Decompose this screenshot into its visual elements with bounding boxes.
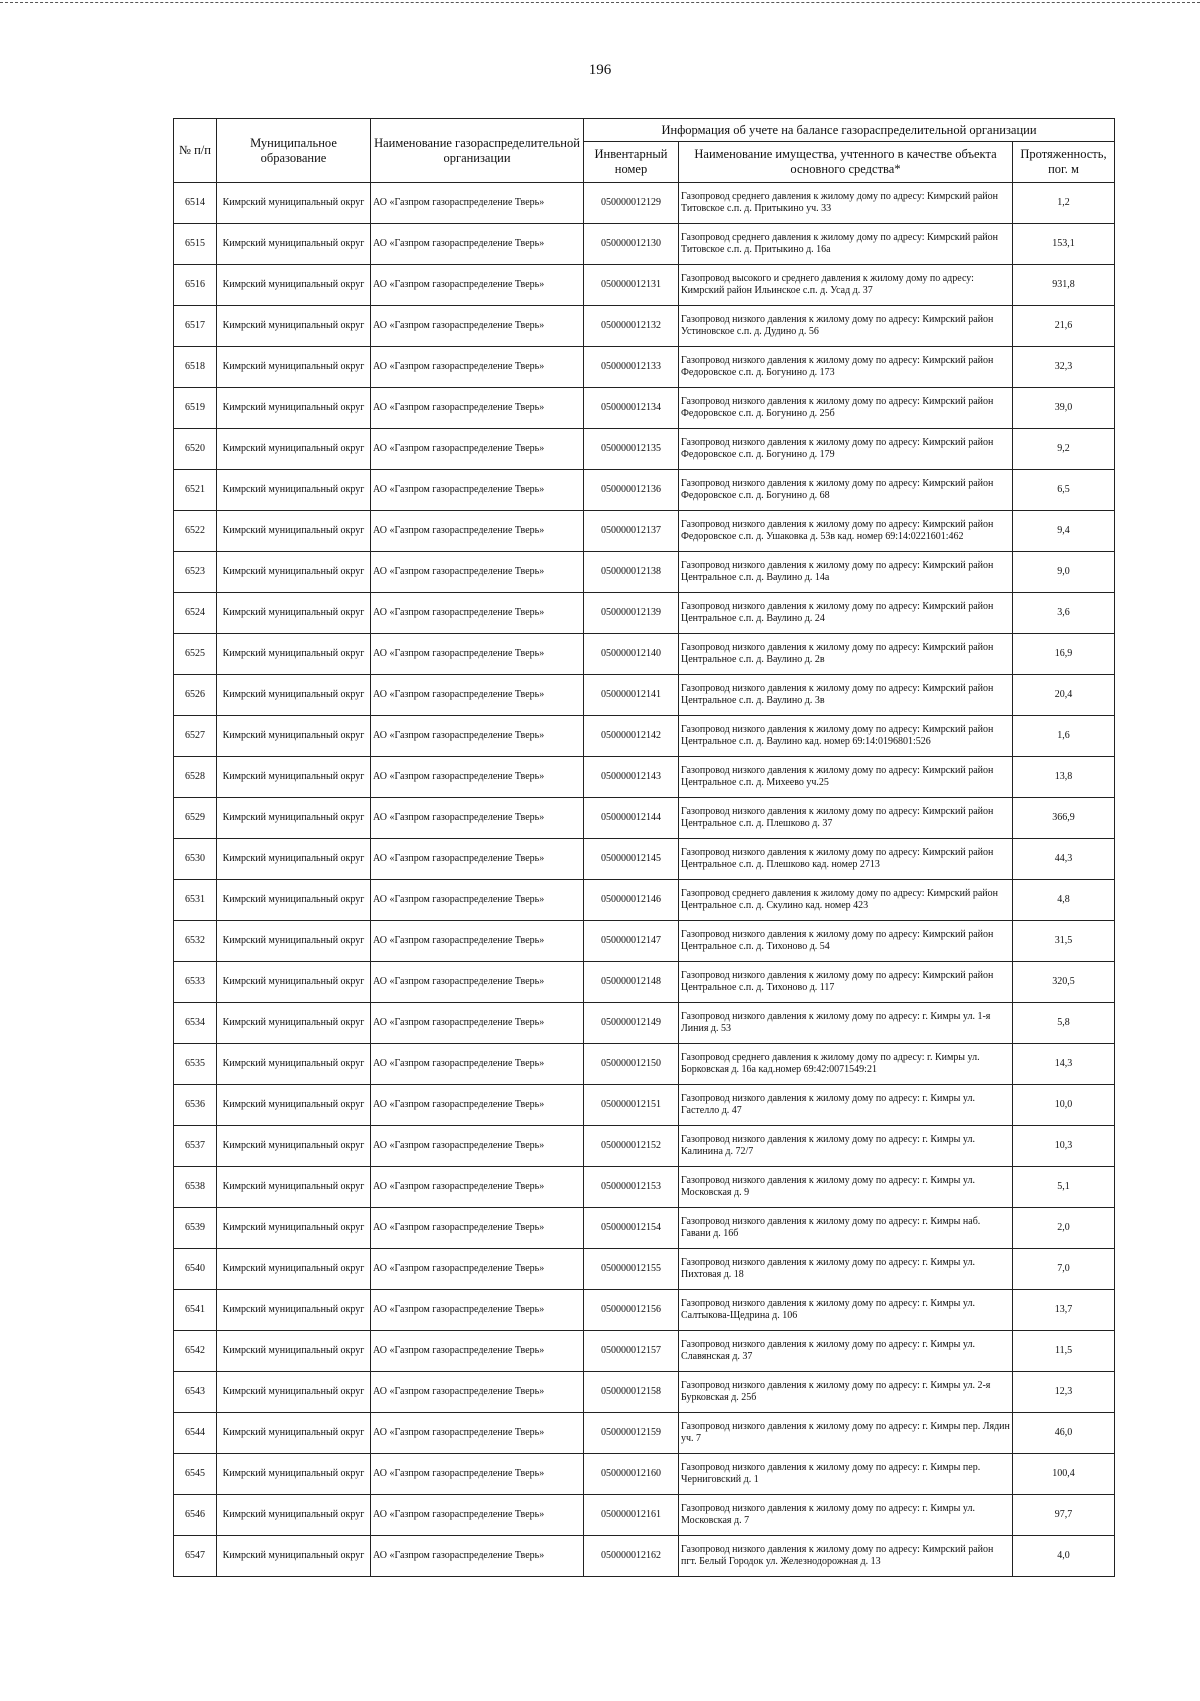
organization-cell: АО «Газпром газораспределение Тверь» xyxy=(371,1454,584,1495)
length-cell: 9,2 xyxy=(1013,429,1115,470)
municipality-cell: Кимрский муниципальный округ xyxy=(217,593,371,634)
row-number: 6545 xyxy=(174,1454,217,1495)
inventory-number-cell: 050000012158 xyxy=(584,1372,679,1413)
table-row xyxy=(174,183,1115,224)
organization-cell: АО «Газпром газораспределение Тверь» xyxy=(371,1413,584,1454)
length-cell: 1,6 xyxy=(1013,716,1115,757)
table-row xyxy=(174,593,1115,634)
inventory-number-cell: 050000012132 xyxy=(584,306,679,347)
municipality-cell: Кимрский муниципальный округ xyxy=(217,1290,371,1331)
inventory-number-cell: 050000012138 xyxy=(584,552,679,593)
organization-cell: АО «Газпром газораспределение Тверь» xyxy=(371,962,584,1003)
row-number: 6534 xyxy=(174,1003,217,1044)
organization-cell: АО «Газпром газораспределение Тверь» xyxy=(371,1536,584,1577)
inventory-number-cell: 050000012136 xyxy=(584,470,679,511)
municipality-cell: Кимрский муниципальный округ xyxy=(217,347,371,388)
row-number: 6539 xyxy=(174,1208,217,1249)
municipality-cell: Кимрский муниципальный округ xyxy=(217,880,371,921)
length-cell: 4,8 xyxy=(1013,880,1115,921)
table-row xyxy=(174,306,1115,347)
asset-name-cell: Газопровод низкого давления к жилому дому по адресу: г. Кимры пер. Черниговский д. 1 xyxy=(679,1454,1013,1495)
inventory-number-cell: 050000012139 xyxy=(584,593,679,634)
organization-cell: АО «Газпром газораспределение Тверь» xyxy=(371,511,584,552)
organization-cell: АО «Газпром газораспределение Тверь» xyxy=(371,183,584,224)
table-row xyxy=(174,839,1115,880)
row-number: 6520 xyxy=(174,429,217,470)
organization-cell: АО «Газпром газораспределение Тверь» xyxy=(371,1208,584,1249)
table-row xyxy=(174,1003,1115,1044)
table-row xyxy=(174,388,1115,429)
asset-name-cell: Газопровод низкого давления к жилому дому по адресу: г. Кимры ул. Пихтовая д. 18 xyxy=(679,1249,1013,1290)
length-cell: 1,2 xyxy=(1013,183,1115,224)
table-row xyxy=(174,716,1115,757)
asset-name-cell: Газопровод низкого давления к жилому дому по адресу: Кимрский район Центральное с.п. д. Ваулино д. 14а xyxy=(679,552,1013,593)
organization-cell: АО «Газпром газораспределение Тверь» xyxy=(371,388,584,429)
asset-name-cell: Газопровод среднего давления к жилому дому по адресу: Кимрский район Титовское с.п. д. Притыкино д. 16а xyxy=(679,224,1013,265)
row-number: 6524 xyxy=(174,593,217,634)
header-no: № п/п xyxy=(174,119,217,183)
inventory-number-cell: 050000012159 xyxy=(584,1413,679,1454)
row-number: 6519 xyxy=(174,388,217,429)
row-number: 6544 xyxy=(174,1413,217,1454)
municipality-cell: Кимрский муниципальный округ xyxy=(217,1044,371,1085)
organization-cell: АО «Газпром газораспределение Тверь» xyxy=(371,1249,584,1290)
organization-cell: АО «Газпром газораспределение Тверь» xyxy=(371,757,584,798)
municipality-cell: Кимрский муниципальный округ xyxy=(217,183,371,224)
row-number: 6537 xyxy=(174,1126,217,1167)
inventory-number-cell: 050000012133 xyxy=(584,347,679,388)
header-length: Протяженность, пог. м xyxy=(1013,142,1115,183)
asset-name-cell: Газопровод низкого давления к жилому дому по адресу: Кимрский район пгт. Белый Городок ул. Железнодорожная д. 13 xyxy=(679,1536,1013,1577)
row-number: 6514 xyxy=(174,183,217,224)
organization-cell: АО «Газпром газораспределение Тверь» xyxy=(371,634,584,675)
header-organization: Наименование газораспределительной организации xyxy=(371,119,584,183)
row-number: 6536 xyxy=(174,1085,217,1126)
municipality-cell: Кимрский муниципальный округ xyxy=(217,716,371,757)
organization-cell: АО «Газпром газораспределение Тверь» xyxy=(371,1290,584,1331)
length-cell: 13,7 xyxy=(1013,1290,1115,1331)
table-row xyxy=(174,511,1115,552)
organization-cell: АО «Газпром газораспределение Тверь» xyxy=(371,839,584,880)
municipality-cell: Кимрский муниципальный округ xyxy=(217,675,371,716)
row-number: 6527 xyxy=(174,716,217,757)
organization-cell: АО «Газпром газораспределение Тверь» xyxy=(371,921,584,962)
inventory-number-cell: 050000012145 xyxy=(584,839,679,880)
row-number: 6522 xyxy=(174,511,217,552)
organization-cell: АО «Газпром газораспределение Тверь» xyxy=(371,552,584,593)
organization-cell: АО «Газпром газораспределение Тверь» xyxy=(371,1495,584,1536)
organization-cell: АО «Газпром газораспределение Тверь» xyxy=(371,880,584,921)
asset-name-cell: Газопровод низкого давления к жилому дому по адресу: Кимрский район Центральное с.п. д. Ваулино д. 24 xyxy=(679,593,1013,634)
asset-name-cell: Газопровод низкого давления к жилому дому по адресу: г. Кимры ул. Славянская д. 37 xyxy=(679,1331,1013,1372)
municipality-cell: Кимрский муниципальный округ xyxy=(217,429,371,470)
table-row xyxy=(174,1126,1115,1167)
organization-cell: АО «Газпром газораспределение Тверь» xyxy=(371,1331,584,1372)
inventory-number-cell: 050000012156 xyxy=(584,1290,679,1331)
table-row xyxy=(174,1167,1115,1208)
table-row xyxy=(174,634,1115,675)
organization-cell: АО «Газпром газораспределение Тверь» xyxy=(371,716,584,757)
length-cell: 12,3 xyxy=(1013,1372,1115,1413)
row-number: 6532 xyxy=(174,921,217,962)
organization-cell: АО «Газпром газораспределение Тверь» xyxy=(371,1372,584,1413)
row-number: 6542 xyxy=(174,1331,217,1372)
municipality-cell: Кимрский муниципальный округ xyxy=(217,511,371,552)
length-cell: 16,9 xyxy=(1013,634,1115,675)
inventory-number-cell: 050000012143 xyxy=(584,757,679,798)
row-number: 6538 xyxy=(174,1167,217,1208)
row-number: 6528 xyxy=(174,757,217,798)
length-cell: 97,7 xyxy=(1013,1495,1115,1536)
municipality-cell: Кимрский муниципальный округ xyxy=(217,470,371,511)
asset-name-cell: Газопровод низкого давления к жилому дому по адресу: г. Кимры ул. Салтыкова-Щедрина д. 106 xyxy=(679,1290,1013,1331)
row-number: 6535 xyxy=(174,1044,217,1085)
header-balance-group: Информация об учете на балансе газораспределительной организации xyxy=(584,119,1115,142)
row-number: 6540 xyxy=(174,1249,217,1290)
municipality-cell: Кимрский муниципальный округ xyxy=(217,1372,371,1413)
inventory-number-cell: 050000012144 xyxy=(584,798,679,839)
table-row xyxy=(174,1208,1115,1249)
inventory-number-cell: 050000012154 xyxy=(584,1208,679,1249)
municipality-cell: Кимрский муниципальный округ xyxy=(217,552,371,593)
header-municipality: Муниципальное образование xyxy=(217,119,371,183)
asset-name-cell: Газопровод низкого давления к жилому дому по адресу: г. Кимры ул. Гастелло д. 47 xyxy=(679,1085,1013,1126)
organization-cell: АО «Газпром газораспределение Тверь» xyxy=(371,470,584,511)
page-number: 196 xyxy=(588,62,612,78)
length-cell: 320,5 xyxy=(1013,962,1115,1003)
organization-cell: АО «Газпром газораспределение Тверь» xyxy=(371,593,584,634)
municipality-cell: Кимрский муниципальный округ xyxy=(217,1249,371,1290)
header-asset-name: Наименование имущества, учтенного в качестве объекта основного средства* xyxy=(679,142,1013,183)
length-cell: 9,0 xyxy=(1013,552,1115,593)
inventory-number-cell: 050000012135 xyxy=(584,429,679,470)
length-cell: 931,8 xyxy=(1013,265,1115,306)
row-number: 6546 xyxy=(174,1495,217,1536)
table-row xyxy=(174,224,1115,265)
inventory-number-cell: 050000012147 xyxy=(584,921,679,962)
row-number: 6525 xyxy=(174,634,217,675)
inventory-number-cell: 050000012148 xyxy=(584,962,679,1003)
municipality-cell: Кимрский муниципальный округ xyxy=(217,962,371,1003)
row-number: 6521 xyxy=(174,470,217,511)
municipality-cell: Кимрский муниципальный округ xyxy=(217,224,371,265)
row-number: 6526 xyxy=(174,675,217,716)
table-row xyxy=(174,880,1115,921)
organization-cell: АО «Газпром газораспределение Тверь» xyxy=(371,306,584,347)
asset-name-cell: Газопровод низкого давления к жилому дому по адресу: Кимрский район Федоровское с.п. д. Богунино д. 179 xyxy=(679,429,1013,470)
municipality-cell: Кимрский муниципальный округ xyxy=(217,1331,371,1372)
table-row xyxy=(174,1249,1115,1290)
table-row xyxy=(174,265,1115,306)
municipality-cell: Кимрский муниципальный округ xyxy=(217,1413,371,1454)
length-cell: 21,6 xyxy=(1013,306,1115,347)
municipality-cell: Кимрский муниципальный округ xyxy=(217,634,371,675)
row-number: 6529 xyxy=(174,798,217,839)
inventory-number-cell: 050000012134 xyxy=(584,388,679,429)
asset-name-cell: Газопровод среднего давления к жилому дому по адресу: Кимрский район Титовское с.п. д. Притыкино уч. 33 xyxy=(679,183,1013,224)
organization-cell: АО «Газпром газораспределение Тверь» xyxy=(371,429,584,470)
length-cell: 100,4 xyxy=(1013,1454,1115,1495)
asset-name-cell: Газопровод низкого давления к жилому дому по адресу: г. Кимры наб. Гавани д. 16б xyxy=(679,1208,1013,1249)
asset-name-cell: Газопровод среднего давления к жилому дому по адресу: Кимрский район Центральное с.п. д. Скулино кад. номер 423 xyxy=(679,880,1013,921)
length-cell: 7,0 xyxy=(1013,1249,1115,1290)
length-cell: 5,1 xyxy=(1013,1167,1115,1208)
municipality-cell: Кимрский муниципальный округ xyxy=(217,921,371,962)
inventory-number-cell: 050000012162 xyxy=(584,1536,679,1577)
municipality-cell: Кимрский муниципальный округ xyxy=(217,839,371,880)
asset-name-cell: Газопровод низкого давления к жилому дому по адресу: Кимрский район Федоровское с.п. д. Богунино д. 68 xyxy=(679,470,1013,511)
row-number: 6531 xyxy=(174,880,217,921)
table-row xyxy=(174,347,1115,388)
table-row xyxy=(174,757,1115,798)
row-number: 6516 xyxy=(174,265,217,306)
row-number: 6518 xyxy=(174,347,217,388)
row-number: 6541 xyxy=(174,1290,217,1331)
municipality-cell: Кимрский муниципальный округ xyxy=(217,1167,371,1208)
asset-name-cell: Газопровод низкого давления к жилому дому по адресу: г. Кимры ул. 2-я Бурковская д. 25б xyxy=(679,1372,1013,1413)
length-cell: 14,3 xyxy=(1013,1044,1115,1085)
table-row xyxy=(174,1495,1115,1536)
row-number: 6543 xyxy=(174,1372,217,1413)
organization-cell: АО «Газпром газораспределение Тверь» xyxy=(371,1126,584,1167)
asset-name-cell: Газопровод низкого давления к жилому дому по адресу: Кимрский район Центральное с.п. д. Плешково кад. номер 2713 xyxy=(679,839,1013,880)
inventory-number-cell: 050000012140 xyxy=(584,634,679,675)
organization-cell: АО «Газпром газораспределение Тверь» xyxy=(371,265,584,306)
table-row xyxy=(174,675,1115,716)
municipality-cell: Кимрский муниципальный округ xyxy=(217,1495,371,1536)
table-row xyxy=(174,1372,1115,1413)
inventory-number-cell: 050000012149 xyxy=(584,1003,679,1044)
length-cell: 3,6 xyxy=(1013,593,1115,634)
length-cell: 20,4 xyxy=(1013,675,1115,716)
row-number: 6530 xyxy=(174,839,217,880)
length-cell: 32,3 xyxy=(1013,347,1115,388)
inventory-number-cell: 050000012151 xyxy=(584,1085,679,1126)
table-row xyxy=(174,921,1115,962)
organization-cell: АО «Газпром газораспределение Тверь» xyxy=(371,798,584,839)
length-cell: 4,0 xyxy=(1013,1536,1115,1577)
asset-name-cell: Газопровод низкого давления к жилому дому по адресу: Кимрский район Федоровское с.п. д. Богунино д. 25б xyxy=(679,388,1013,429)
scan-top-edge xyxy=(0,2,1200,3)
asset-name-cell: Газопровод низкого давления к жилому дому по адресу: Кимрский район Центральное с.п. д. Тихоново д. 54 xyxy=(679,921,1013,962)
inventory-number-cell: 050000012160 xyxy=(584,1454,679,1495)
table-row xyxy=(174,429,1115,470)
asset-name-cell: Газопровод низкого давления к жилому дому по адресу: Кимрский район Центральное с.п. д. Михеево уч.25 xyxy=(679,757,1013,798)
table-row xyxy=(174,1413,1115,1454)
inventory-number-cell: 050000012130 xyxy=(584,224,679,265)
municipality-cell: Кимрский муниципальный округ xyxy=(217,798,371,839)
table-row xyxy=(174,1536,1115,1577)
asset-name-cell: Газопровод низкого давления к жилому дому по адресу: Кимрский район Федоровское с.п. д. Богунино д. 173 xyxy=(679,347,1013,388)
organization-cell: АО «Газпром газораспределение Тверь» xyxy=(371,1044,584,1085)
municipality-cell: Кимрский муниципальный округ xyxy=(217,1085,371,1126)
inventory-number-cell: 050000012153 xyxy=(584,1167,679,1208)
length-cell: 366,9 xyxy=(1013,798,1115,839)
asset-name-cell: Газопровод низкого давления к жилому дому по адресу: г. Кимры ул. Калинина д. 72/7 xyxy=(679,1126,1013,1167)
row-number: 6517 xyxy=(174,306,217,347)
inventory-number-cell: 050000012131 xyxy=(584,265,679,306)
table-row xyxy=(174,1290,1115,1331)
length-cell: 44,3 xyxy=(1013,839,1115,880)
asset-name-cell: Газопровод низкого давления к жилому дому по адресу: г. Кимры ул. Московская д. 9 xyxy=(679,1167,1013,1208)
inventory-number-cell: 050000012146 xyxy=(584,880,679,921)
municipality-cell: Кимрский муниципальный округ xyxy=(217,757,371,798)
asset-name-cell: Газопровод низкого давления к жилому дому по адресу: Кимрский район Федоровское с.п. д. Ушаковка д. 53в кад. номер 69:14:0221601:462 xyxy=(679,511,1013,552)
row-number: 6533 xyxy=(174,962,217,1003)
asset-name-cell: Газопровод низкого давления к жилому дому по адресу: Кимрский район Центральное с.п. д. Ваулино д. 2в xyxy=(679,634,1013,675)
asset-name-cell: Газопровод среднего давления к жилому дому по адресу: г. Кимры ул. Борковская д. 16а кад.номер 69:42:0071549:21 xyxy=(679,1044,1013,1085)
table-row xyxy=(174,1331,1115,1372)
row-number: 6523 xyxy=(174,552,217,593)
table-row xyxy=(174,798,1115,839)
row-number: 6515 xyxy=(174,224,217,265)
length-cell: 10,0 xyxy=(1013,1085,1115,1126)
inventory-number-cell: 050000012142 xyxy=(584,716,679,757)
inventory-number-cell: 050000012155 xyxy=(584,1249,679,1290)
table-body xyxy=(174,183,1115,1577)
asset-name-cell: Газопровод низкого давления к жилому дому по адресу: Кимрский район Центральное с.п. д. Тихоново д. 117 xyxy=(679,962,1013,1003)
length-cell: 5,8 xyxy=(1013,1003,1115,1044)
header-row-1 xyxy=(174,119,1115,142)
organization-cell: АО «Газпром газораспределение Тверь» xyxy=(371,675,584,716)
asset-name-cell: Газопровод низкого давления к жилому дому по адресу: Кимрский район Центральное с.п. д. Ваулино кад. номер 69:14:0196801:526 xyxy=(679,716,1013,757)
organization-cell: АО «Газпром газораспределение Тверь» xyxy=(371,1167,584,1208)
table-row xyxy=(174,470,1115,511)
inventory-number-cell: 050000012137 xyxy=(584,511,679,552)
municipality-cell: Кимрский муниципальный округ xyxy=(217,388,371,429)
asset-name-cell: Газопровод низкого давления к жилому дому по адресу: Кимрский район Устиновское с.п. д. Дудино д. 56 xyxy=(679,306,1013,347)
asset-name-cell: Газопровод низкого давления к жилому дому по адресу: Кимрский район Центральное с.п. д. Ваулино д. 3в xyxy=(679,675,1013,716)
asset-name-cell: Газопровод низкого давления к жилому дому по адресу: г. Кимры ул. 1-я Линия д. 53 xyxy=(679,1003,1013,1044)
asset-name-cell: Газопровод низкого давления к жилому дому по адресу: г. Кимры ул. Московская д. 7 xyxy=(679,1495,1013,1536)
municipality-cell: Кимрский муниципальный округ xyxy=(217,306,371,347)
length-cell: 2,0 xyxy=(1013,1208,1115,1249)
table-row xyxy=(174,552,1115,593)
municipality-cell: Кимрский муниципальный округ xyxy=(217,1208,371,1249)
municipality-cell: Кимрский муниципальный округ xyxy=(217,1126,371,1167)
length-cell: 46,0 xyxy=(1013,1413,1115,1454)
row-number: 6547 xyxy=(174,1536,217,1577)
table-row xyxy=(174,1454,1115,1495)
header-inventory: Инвентарный номер xyxy=(584,142,679,183)
table-row xyxy=(174,1044,1115,1085)
length-cell: 31,5 xyxy=(1013,921,1115,962)
length-cell: 13,8 xyxy=(1013,757,1115,798)
municipality-cell: Кимрский муниципальный округ xyxy=(217,1003,371,1044)
table-row xyxy=(174,962,1115,1003)
inventory-number-cell: 050000012161 xyxy=(584,1495,679,1536)
organization-cell: АО «Газпром газораспределение Тверь» xyxy=(371,347,584,388)
length-cell: 9,4 xyxy=(1013,511,1115,552)
asset-register-table xyxy=(173,118,1115,1577)
asset-name-cell: Газопровод низкого давления к жилому дому по адресу: Кимрский район Центральное с.п. д. Плешково д. 37 xyxy=(679,798,1013,839)
table-row xyxy=(174,1085,1115,1126)
municipality-cell: Кимрский муниципальный округ xyxy=(217,1536,371,1577)
inventory-number-cell: 050000012150 xyxy=(584,1044,679,1085)
inventory-number-cell: 050000012129 xyxy=(584,183,679,224)
asset-name-cell: Газопровод высокого и среднего давления к жилому дому по адресу: Кимрский район Ильинское с.п. д. Усад д. 37 xyxy=(679,265,1013,306)
length-cell: 39,0 xyxy=(1013,388,1115,429)
inventory-number-cell: 050000012141 xyxy=(584,675,679,716)
municipality-cell: Кимрский муниципальный округ xyxy=(217,1454,371,1495)
inventory-number-cell: 050000012152 xyxy=(584,1126,679,1167)
inventory-number-cell: 050000012157 xyxy=(584,1331,679,1372)
asset-name-cell: Газопровод низкого давления к жилому дому по адресу: г. Кимры пер. Лядин уч. 7 xyxy=(679,1413,1013,1454)
length-cell: 153,1 xyxy=(1013,224,1115,265)
length-cell: 6,5 xyxy=(1013,470,1115,511)
length-cell: 10,3 xyxy=(1013,1126,1115,1167)
organization-cell: АО «Газпром газораспределение Тверь» xyxy=(371,224,584,265)
length-cell: 11,5 xyxy=(1013,1331,1115,1372)
organization-cell: АО «Газпром газораспределение Тверь» xyxy=(371,1003,584,1044)
municipality-cell: Кимрский муниципальный округ xyxy=(217,265,371,306)
organization-cell: АО «Газпром газораспределение Тверь» xyxy=(371,1085,584,1126)
